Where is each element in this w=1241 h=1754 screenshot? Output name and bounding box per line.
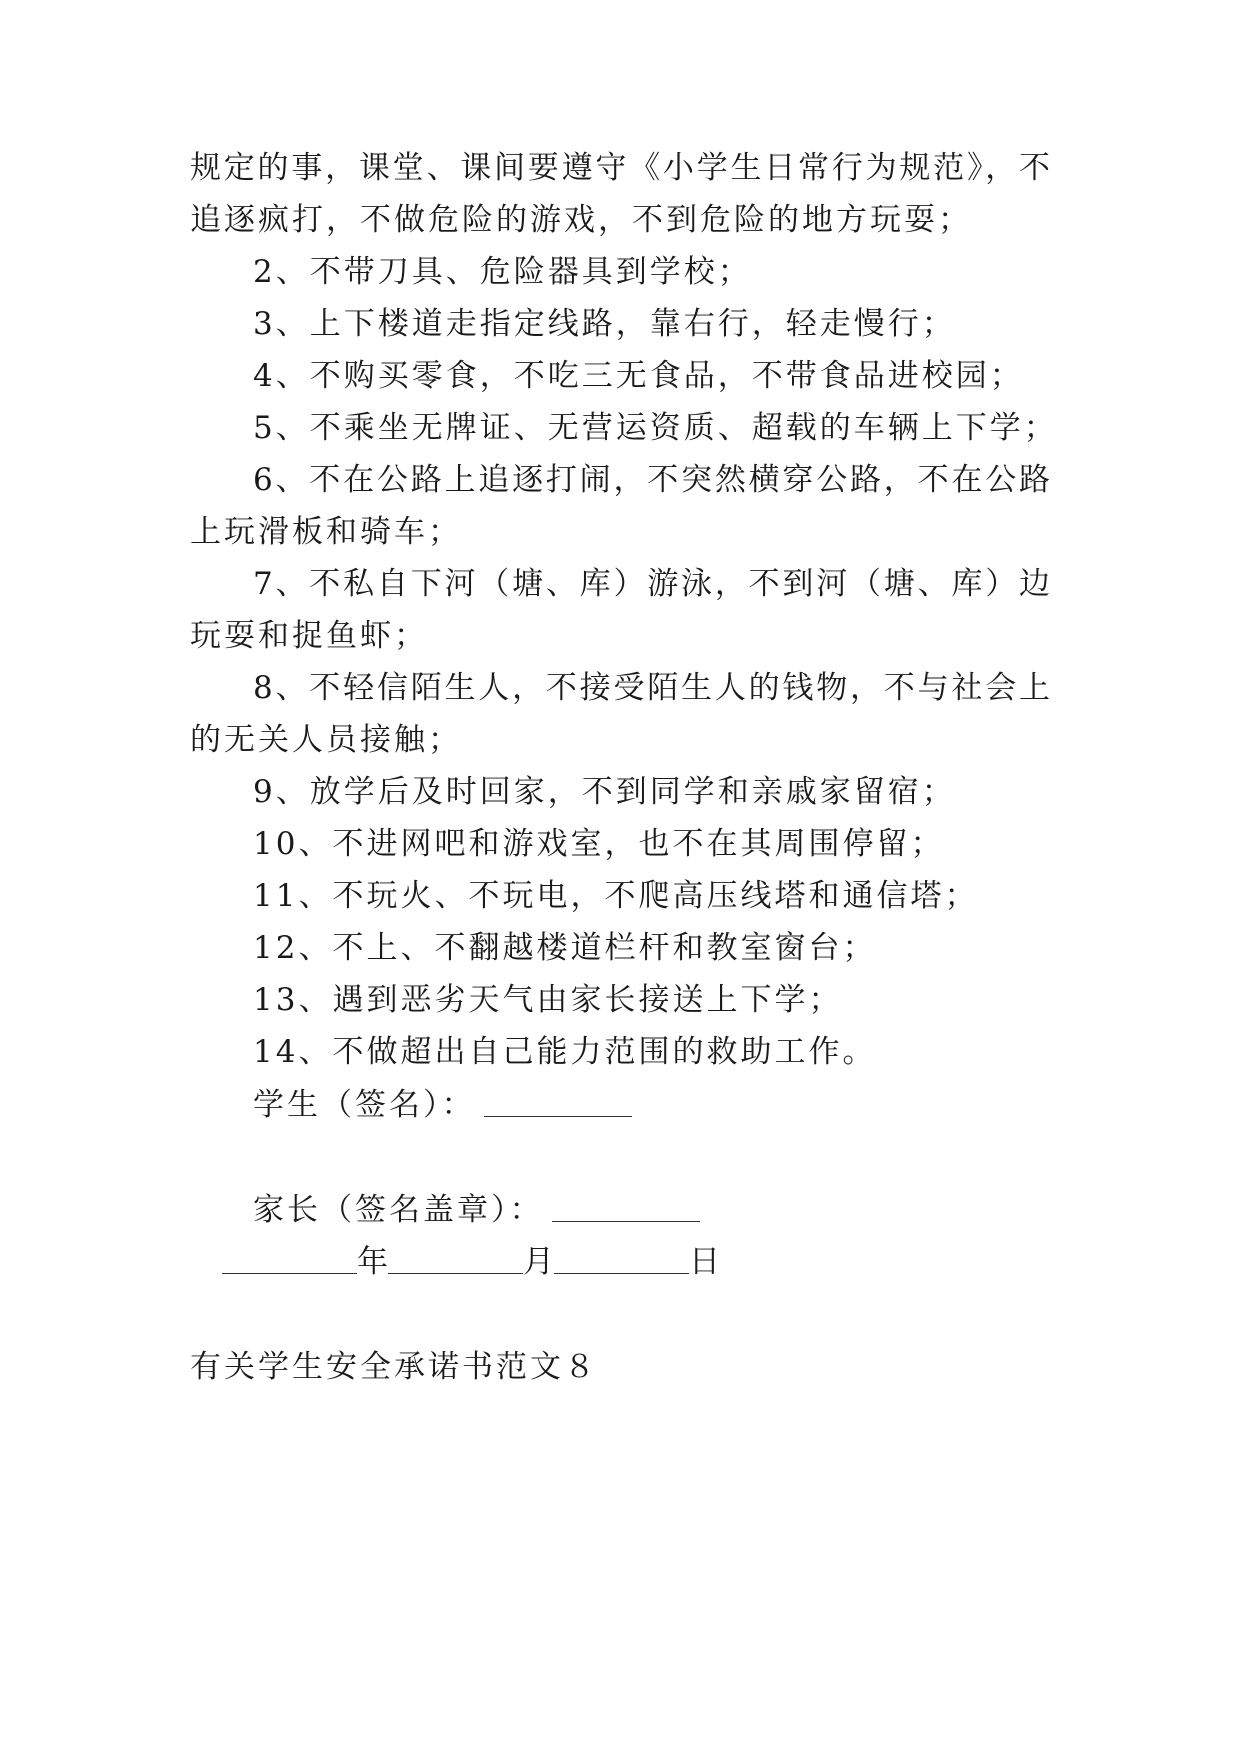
year-label: 年 bbox=[357, 1244, 388, 1280]
day-label: 日 bbox=[689, 1244, 720, 1280]
student-signature-label: 学生（签名）： bbox=[253, 1087, 476, 1123]
list-item: 11、不玩火、不玩电，不爬高压线塔和通信塔； bbox=[253, 878, 979, 914]
list-item: 8、不轻信陌生人，不接受陌生人的钱物，不与社会上 bbox=[253, 670, 1050, 706]
list-item: 14、不做超出自己能力范围的救助工作。 bbox=[253, 1034, 877, 1070]
paragraph-line: 追逐疯打，不做危险的游戏，不到危险的地方玩耍； bbox=[190, 202, 972, 238]
year-blank[interactable] bbox=[222, 1243, 357, 1274]
list-item-continuation: 上玩滑板和骑车； bbox=[190, 514, 462, 550]
parent-signature-label: 家长（签名盖章）： bbox=[253, 1192, 544, 1228]
list-item: 5、不乘坐无牌证、无营运资质、超载的车辆上下学； bbox=[253, 410, 1058, 446]
date-line bbox=[222, 1242, 720, 1282]
list-item: 2、不带刀具、危险器具到学校； bbox=[253, 254, 752, 290]
student-signature-blank[interactable] bbox=[484, 1086, 632, 1117]
list-item: 9、放学后及时回家，不到同学和亲戚家留宿； bbox=[253, 774, 956, 810]
parent-signature-line bbox=[253, 1190, 700, 1230]
list-item: 4、不购买零食，不吃三无食品，不带食品进校园； bbox=[253, 358, 1024, 394]
section-heading: 有关学生安全承诺书范文８ bbox=[190, 1349, 598, 1385]
parent-signature-blank[interactable] bbox=[552, 1191, 700, 1222]
list-item-continuation: 玩耍和捉鱼虾； bbox=[190, 618, 428, 654]
month-blank[interactable] bbox=[388, 1243, 523, 1274]
paragraph-line: 规定的事，课堂、课间要遵守《小学生日常行为规范》，不 bbox=[190, 150, 1050, 186]
list-item: 13、遇到恶劣天气由家长接送上下学； bbox=[253, 982, 843, 1018]
list-item: 6、不在公路上追逐打闹，不突然横穿公路，不在公路 bbox=[253, 462, 1050, 498]
list-item: 12、不上、不翻越楼道栏杆和教室窗台； bbox=[253, 930, 877, 966]
day-blank[interactable] bbox=[554, 1243, 689, 1274]
student-signature-line bbox=[253, 1085, 632, 1125]
list-item: 10、不进网吧和游戏室，也不在其周围停留； bbox=[253, 826, 945, 862]
list-item-continuation: 的无关人员接触； bbox=[190, 722, 462, 758]
list-item: 7、不私自下河（塘、库）游泳，不到河（塘、库）边 bbox=[253, 566, 1050, 602]
month-label: 月 bbox=[523, 1244, 554, 1280]
list-item: 3、上下楼道走指定线路，靠右行，轻走慢行； bbox=[253, 306, 956, 342]
